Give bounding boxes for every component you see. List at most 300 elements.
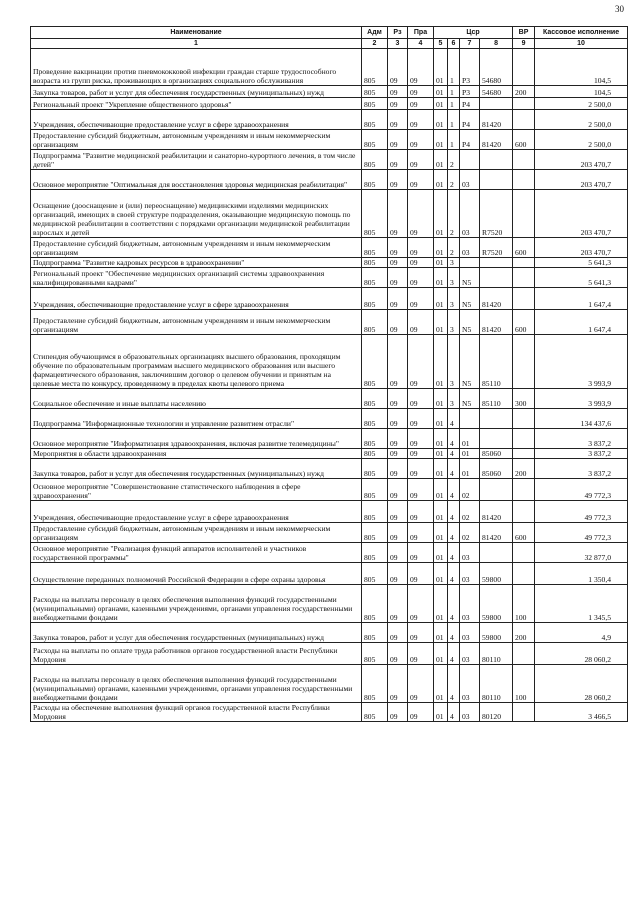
row-name: Закупка товаров, работ и услуг для обеспечения государственных (муниципальных) нужд: [31, 86, 362, 98]
cell-csr-2: 1: [448, 110, 460, 130]
cell-csr-2: 4: [448, 479, 460, 501]
cell-adm: 805: [362, 98, 388, 110]
cell-vr: [513, 98, 535, 110]
cell-adm: 805: [362, 563, 388, 585]
cell-pr: 09: [408, 665, 434, 703]
header-rz: Рз: [388, 27, 408, 39]
table-row: [31, 665, 628, 703]
cell-rz: 09: [388, 563, 408, 585]
table-row: [31, 335, 628, 389]
row-name: Предоставление субсидий бюджетным, автономным учреждениям и иным некоммерческим организациям: [31, 310, 362, 335]
cell-vr: 200: [513, 623, 535, 643]
cell-csr-1: 01: [434, 563, 448, 585]
cell-rz: 09: [388, 238, 408, 258]
cell-adm: 805: [362, 665, 388, 703]
cell-amount: 1 345,5: [535, 585, 628, 623]
cell-csr-3: [460, 409, 480, 429]
cell-adm: 805: [362, 479, 388, 501]
cell-amount: 3 993,9: [535, 389, 628, 409]
cell-csr-4: R7520: [480, 190, 513, 238]
cell-vr: [513, 501, 535, 523]
cell-pr: 09: [408, 190, 434, 238]
cell-csr-3: N5: [460, 310, 480, 335]
cell-amount: 1 350,4: [535, 563, 628, 585]
cell-csr-4: [480, 258, 513, 268]
cell-csr-1: 01: [434, 98, 448, 110]
cell-amount: 3 837,2: [535, 449, 628, 459]
table-row: [31, 98, 628, 110]
cell-vr: 300: [513, 389, 535, 409]
cell-vr: [513, 479, 535, 501]
header-csr: Цср: [434, 27, 513, 39]
cell-vr: [513, 643, 535, 665]
cell-amount: 2 500,0: [535, 110, 628, 130]
cell-csr-2: 3: [448, 335, 460, 389]
cell-csr-2: 2: [448, 238, 460, 258]
cell-amount: 49 772,3: [535, 501, 628, 523]
cell-csr-1: 01: [434, 110, 448, 130]
cell-csr-1: 01: [434, 585, 448, 623]
table-row: [31, 543, 628, 563]
cell-csr-3: P3: [460, 86, 480, 98]
cell-csr-1: 01: [434, 643, 448, 665]
cell-csr-3: 03: [460, 238, 480, 258]
cell-csr-1: 01: [434, 268, 448, 288]
cell-rz: 09: [388, 479, 408, 501]
cell-adm: 805: [362, 585, 388, 623]
cell-csr-2: 3: [448, 288, 460, 310]
row-name: Расходы на выплаты по оплате труда работников органов государственной власти Республики Мордовия: [31, 643, 362, 665]
table-row: [31, 170, 628, 190]
cell-rz: 09: [388, 643, 408, 665]
cell-amount: 1 647,4: [535, 288, 628, 310]
table-row: [31, 86, 628, 98]
cell-vr: 600: [513, 238, 535, 258]
cell-adm: 805: [362, 703, 388, 722]
cell-pr: 09: [408, 110, 434, 130]
column-number: 2: [362, 39, 388, 49]
page-number: 30: [615, 4, 624, 14]
cell-adm: 805: [362, 170, 388, 190]
cell-pr: 09: [408, 501, 434, 523]
cell-adm: 805: [362, 409, 388, 429]
row-name: Учреждения, обеспечивающие предоставление услуг в сфере здравоохранения: [31, 288, 362, 310]
table-row: [31, 459, 628, 479]
header-row: [31, 27, 628, 39]
row-name: Основное мероприятие "Совершенствование статистического наблюдения в сфере здравоохранения": [31, 479, 362, 501]
cell-vr: [513, 268, 535, 288]
cell-csr-4: 59800: [480, 563, 513, 585]
cell-pr: 09: [408, 238, 434, 258]
cell-amount: 49 772,3: [535, 523, 628, 543]
table-row: [31, 49, 628, 86]
cell-csr-4: [480, 98, 513, 110]
cell-amount: 3 466,5: [535, 703, 628, 722]
row-name: Учреждения, обеспечивающие предоставление услуг в сфере здравоохранения: [31, 501, 362, 523]
cell-csr-3: 03: [460, 623, 480, 643]
cell-csr-1: 01: [434, 238, 448, 258]
cell-rz: 09: [388, 110, 408, 130]
column-number: 1: [31, 39, 362, 49]
cell-csr-2: 4: [448, 665, 460, 703]
cell-vr: 100: [513, 665, 535, 703]
cell-csr-3: N5: [460, 288, 480, 310]
cell-csr-3: 03: [460, 585, 480, 623]
cell-csr-2: 2: [448, 170, 460, 190]
cell-csr-4: 85110: [480, 389, 513, 409]
cell-pr: 09: [408, 523, 434, 543]
cell-rz: 09: [388, 288, 408, 310]
cell-pr: 09: [408, 170, 434, 190]
table-row: [31, 563, 628, 585]
cell-adm: 805: [362, 501, 388, 523]
cell-csr-1: 01: [434, 335, 448, 389]
cell-csr-3: P4: [460, 110, 480, 130]
row-name: Предоставление субсидий бюджетным, автономным учреждениям и иным некоммерческим организациям: [31, 523, 362, 543]
cell-adm: 805: [362, 335, 388, 389]
table-row: [31, 523, 628, 543]
cell-csr-3: P4: [460, 130, 480, 150]
row-name: Подпрограмма "Развитие медицинской реабилитации и санаторно-курортного лечения, в том числе детей": [31, 150, 362, 170]
row-name: Расходы на обеспечение выполнения функций органов государственной власти Республики Мордовия: [31, 703, 362, 722]
cell-csr-1: 01: [434, 459, 448, 479]
cell-csr-4: 85110: [480, 335, 513, 389]
cell-csr-2: 1: [448, 49, 460, 86]
table-row: [31, 238, 628, 258]
cell-csr-2: 4: [448, 523, 460, 543]
cell-amount: 5 641,3: [535, 258, 628, 268]
cell-csr-4: 80110: [480, 665, 513, 703]
cell-vr: [513, 150, 535, 170]
row-name: Подпрограмма "Информационные технологии и управление развитием отрасли": [31, 409, 362, 429]
cell-vr: [513, 170, 535, 190]
cell-csr-3: 02: [460, 479, 480, 501]
cell-csr-2: 3: [448, 268, 460, 288]
header-adm: Адм: [362, 27, 388, 39]
cell-csr-2: 4: [448, 585, 460, 623]
cell-adm: 805: [362, 130, 388, 150]
row-name: Закупка товаров, работ и услуг для обеспечения государственных (муниципальных) нужд: [31, 459, 362, 479]
cell-amount: 4,9: [535, 623, 628, 643]
cell-csr-3: 03: [460, 703, 480, 722]
cell-pr: 09: [408, 288, 434, 310]
table-row: [31, 429, 628, 449]
row-name: Основное мероприятие "Реализация функций аппаратов исполнителей и участников государственной программы": [31, 543, 362, 563]
cell-rz: 09: [388, 501, 408, 523]
cell-adm: 805: [362, 459, 388, 479]
cell-csr-4: 81420: [480, 310, 513, 335]
cell-csr-1: 01: [434, 449, 448, 459]
cell-csr-2: 1: [448, 130, 460, 150]
cell-rz: 09: [388, 86, 408, 98]
cell-csr-2: 4: [448, 643, 460, 665]
cell-csr-1: 01: [434, 86, 448, 98]
header-name: Наименование: [31, 27, 362, 39]
cell-csr-4: 85060: [480, 449, 513, 459]
table-row: [31, 110, 628, 130]
cell-pr: 09: [408, 150, 434, 170]
table-row: [31, 310, 628, 335]
cell-vr: [513, 449, 535, 459]
cell-csr-3: N5: [460, 335, 480, 389]
cell-vr: [513, 335, 535, 389]
cell-adm: 805: [362, 643, 388, 665]
cell-csr-3: 03: [460, 563, 480, 585]
cell-vr: [513, 49, 535, 86]
cell-csr-4: 80120: [480, 703, 513, 722]
cell-vr: 200: [513, 459, 535, 479]
cell-amount: 203 470,7: [535, 238, 628, 258]
cell-adm: 805: [362, 268, 388, 288]
cell-pr: 09: [408, 585, 434, 623]
cell-csr-4: 81420: [480, 523, 513, 543]
cell-pr: 09: [408, 86, 434, 98]
cell-csr-4: 80110: [480, 643, 513, 665]
cell-pr: 09: [408, 459, 434, 479]
cell-csr-3: [460, 258, 480, 268]
cell-csr-4: 54680: [480, 86, 513, 98]
column-number: 5: [434, 39, 448, 49]
cell-vr: 100: [513, 585, 535, 623]
table-row: [31, 190, 628, 238]
cell-amount: 203 470,7: [535, 190, 628, 238]
cell-csr-2: 4: [448, 429, 460, 449]
cell-csr-4: 54680: [480, 49, 513, 86]
cell-vr: [513, 703, 535, 722]
cell-pr: 09: [408, 409, 434, 429]
row-name: Мероприятия в области здравоохранения: [31, 449, 362, 459]
cell-rz: 09: [388, 335, 408, 389]
cell-csr-1: 01: [434, 310, 448, 335]
cell-adm: 805: [362, 238, 388, 258]
cell-pr: 09: [408, 643, 434, 665]
cell-pr: 09: [408, 98, 434, 110]
cell-amount: 5 641,3: [535, 268, 628, 288]
cell-csr-1: 01: [434, 258, 448, 268]
column-number: 7: [460, 39, 480, 49]
cell-csr-4: 59800: [480, 623, 513, 643]
cell-csr-3: N5: [460, 268, 480, 288]
table-row: [31, 479, 628, 501]
cell-amount: 104,5: [535, 49, 628, 86]
cell-csr-2: 2: [448, 150, 460, 170]
cell-adm: 805: [362, 110, 388, 130]
cell-csr-1: 01: [434, 170, 448, 190]
column-number-row: [31, 39, 628, 49]
cell-csr-3: 03: [460, 170, 480, 190]
cell-csr-3: 01: [460, 449, 480, 459]
cell-csr-3: 02: [460, 501, 480, 523]
row-name: Расходы на выплаты персоналу в целях обеспечения выполнения функций государственными (муниципальными) органами, казенными учреждениями, органами управления государственными внебюджетными фондами: [31, 665, 362, 703]
cell-csr-1: 01: [434, 623, 448, 643]
cell-amount: 49 772,3: [535, 479, 628, 501]
cell-csr-1: 01: [434, 288, 448, 310]
cell-csr-2: 4: [448, 543, 460, 563]
cell-pr: 09: [408, 479, 434, 501]
table-row: [31, 623, 628, 643]
cell-rz: 09: [388, 310, 408, 335]
row-name: Социальное обеспечение и иные выплаты населению: [31, 389, 362, 409]
cell-vr: [513, 543, 535, 563]
cell-csr-2: 4: [448, 703, 460, 722]
cell-pr: 09: [408, 449, 434, 459]
cell-csr-1: 01: [434, 665, 448, 703]
cell-csr-4: [480, 479, 513, 501]
cell-csr-2: 3: [448, 310, 460, 335]
cell-csr-3: 03: [460, 543, 480, 563]
cell-pr: 09: [408, 258, 434, 268]
cell-csr-3: 03: [460, 665, 480, 703]
cell-csr-2: 3: [448, 389, 460, 409]
cell-pr: 09: [408, 543, 434, 563]
cell-csr-1: 01: [434, 501, 448, 523]
column-number: 6: [448, 39, 460, 49]
cell-rz: 09: [388, 523, 408, 543]
row-name: Региональный проект "Укрепление общественного здоровья": [31, 98, 362, 110]
table-row: [31, 268, 628, 288]
header-vr: ВР: [513, 27, 535, 39]
cell-csr-1: 01: [434, 150, 448, 170]
cell-amount: 104,5: [535, 86, 628, 98]
cell-adm: 805: [362, 86, 388, 98]
cell-vr: [513, 258, 535, 268]
cell-csr-2: 4: [448, 449, 460, 459]
cell-rz: 09: [388, 98, 408, 110]
table-row: [31, 449, 628, 459]
cell-adm: 805: [362, 543, 388, 563]
cell-amount: 3 837,2: [535, 459, 628, 479]
cell-adm: 805: [362, 310, 388, 335]
table-row: [31, 501, 628, 523]
cell-csr-4: 81420: [480, 110, 513, 130]
cell-adm: 805: [362, 429, 388, 449]
cell-rz: 09: [388, 268, 408, 288]
cell-rz: 09: [388, 623, 408, 643]
cell-csr-4: [480, 543, 513, 563]
cell-amount: 1 647,4: [535, 310, 628, 335]
cell-vr: [513, 429, 535, 449]
row-name: Закупка товаров, работ и услуг для обеспечения государственных (муниципальных) нужд: [31, 623, 362, 643]
table-row: [31, 258, 628, 268]
cell-csr-2: 2: [448, 190, 460, 238]
cell-csr-2: 3: [448, 258, 460, 268]
cell-adm: 805: [362, 190, 388, 238]
cell-csr-3: 03: [460, 190, 480, 238]
column-number: 9: [513, 39, 535, 49]
cell-csr-1: 01: [434, 479, 448, 501]
row-name: Основное мероприятие "Информатизация здравоохранения, включая развитие телемедицины": [31, 429, 362, 449]
cell-vr: [513, 409, 535, 429]
cell-adm: 805: [362, 258, 388, 268]
table-row: [31, 288, 628, 310]
cell-adm: 805: [362, 49, 388, 86]
cell-csr-3: 01: [460, 429, 480, 449]
cell-rz: 09: [388, 190, 408, 238]
cell-pr: 09: [408, 429, 434, 449]
cell-pr: 09: [408, 310, 434, 335]
cell-amount: 32 877,0: [535, 543, 628, 563]
cell-rz: 09: [388, 49, 408, 86]
table-row: [31, 130, 628, 150]
table-row: [31, 703, 628, 722]
cell-rz: 09: [388, 150, 408, 170]
table-row: [31, 409, 628, 429]
cell-csr-2: 1: [448, 86, 460, 98]
cell-adm: 805: [362, 288, 388, 310]
cell-csr-3: [460, 150, 480, 170]
column-number: 4: [408, 39, 434, 49]
cell-csr-1: 01: [434, 523, 448, 543]
cell-amount: 2 500,0: [535, 98, 628, 110]
cell-csr-1: 01: [434, 543, 448, 563]
cell-csr-3: 01: [460, 459, 480, 479]
cell-pr: 09: [408, 389, 434, 409]
cell-csr-3: P4: [460, 98, 480, 110]
cell-csr-2: 1: [448, 98, 460, 110]
cell-csr-4: 81420: [480, 501, 513, 523]
cell-amount: 3 993,9: [535, 335, 628, 389]
cell-rz: 09: [388, 130, 408, 150]
row-name: Проведение вакцинации против пневмококковой инфекции граждан старше трудоспособного возраста из групп риска, проживающих в организациях социального обслуживания: [31, 49, 362, 86]
cell-adm: 805: [362, 150, 388, 170]
cell-rz: 09: [388, 585, 408, 623]
header-pr: Пра: [408, 27, 434, 39]
cell-amount: 203 470,7: [535, 150, 628, 170]
cell-csr-1: 01: [434, 703, 448, 722]
row-name: Региональный проект "Обеспечение медицинских организаций системы здравоохранения квалифицированными кадрами": [31, 268, 362, 288]
cell-csr-2: 4: [448, 623, 460, 643]
cell-csr-1: 01: [434, 49, 448, 86]
row-name: Подпрограмма "Развитие кадровых ресурсов в здравоохранении": [31, 258, 362, 268]
column-number: 3: [388, 39, 408, 49]
cell-amount: 2 500,0: [535, 130, 628, 150]
table-body: [31, 49, 628, 722]
cell-csr-3: 02: [460, 523, 480, 543]
row-name: Основное мероприятие "Оптимальная для восстановления здоровья медицинская реабилитация": [31, 170, 362, 190]
cell-pr: 09: [408, 49, 434, 86]
cell-pr: 09: [408, 623, 434, 643]
cell-amount: 28 060,2: [535, 665, 628, 703]
cell-csr-4: [480, 409, 513, 429]
cell-csr-4: 59800: [480, 585, 513, 623]
cell-csr-2: 4: [448, 409, 460, 429]
cell-pr: 09: [408, 335, 434, 389]
cell-csr-4: 81420: [480, 288, 513, 310]
cell-amount: 3 837,2: [535, 429, 628, 449]
budget-table: [30, 26, 628, 722]
table-row: [31, 389, 628, 409]
row-name: Оснащение (дооснащение и (или) переоснащение) медицинскими изделиями медицинских организаций, имеющих в своей структуре подразделения, оказывающие медицинскую помощь по медицинской реабилитации в соответствии с порядками организации медицинской реабилитации взрослых и детей: [31, 190, 362, 238]
column-number: 8: [480, 39, 513, 49]
header-amount: Кассовое исполнение: [535, 27, 628, 39]
cell-csr-4: 81420: [480, 130, 513, 150]
row-name: Осуществление переданных полномочий Российской Федерации в сфере охраны здоровья: [31, 563, 362, 585]
cell-vr: 200: [513, 86, 535, 98]
cell-csr-3: 03: [460, 643, 480, 665]
cell-csr-1: 01: [434, 130, 448, 150]
cell-adm: 805: [362, 623, 388, 643]
cell-csr-2: 4: [448, 563, 460, 585]
cell-amount: 28 060,2: [535, 643, 628, 665]
cell-csr-4: [480, 150, 513, 170]
cell-pr: 09: [408, 703, 434, 722]
row-name: Учреждения, обеспечивающие предоставление услуг в сфере здравоохранения: [31, 110, 362, 130]
cell-csr-4: 85060: [480, 459, 513, 479]
cell-adm: 805: [362, 523, 388, 543]
cell-rz: 09: [388, 258, 408, 268]
cell-amount: 134 437,6: [535, 409, 628, 429]
cell-rz: 09: [388, 703, 408, 722]
